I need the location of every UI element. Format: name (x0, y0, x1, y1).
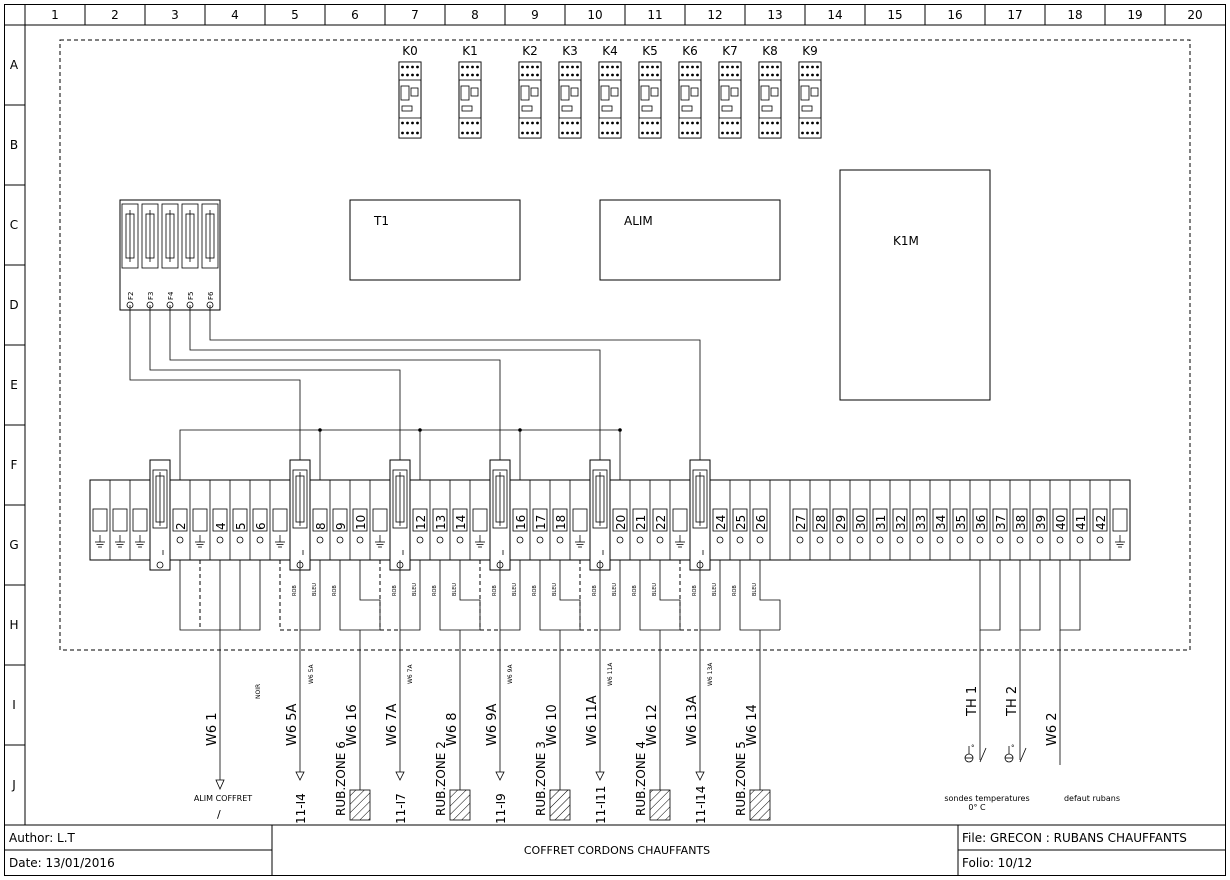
column-label: 2 (111, 8, 119, 22)
sondes-label: sondes temperatures (944, 794, 1030, 803)
terminal-number: 37 (994, 514, 1008, 530)
ref-11-i9: 11-I9 (494, 793, 508, 824)
wire-color-label: ROB (392, 585, 398, 596)
terminal-number: 2 (174, 522, 188, 530)
relay-label: K5 (642, 44, 658, 58)
cable-w6-13a-small: W6 13A (707, 662, 714, 686)
row-label: B (9, 138, 19, 152)
column-label: 7 (411, 8, 419, 22)
zone-label-2: RUB.ZONE 2 (434, 741, 448, 816)
wire-color-label: ROB (592, 585, 598, 596)
svg-text:°: ° (1011, 744, 1015, 752)
drawing-title: COFFRET CORDONS CHAUFFANTS (523, 844, 711, 857)
cable-w6-14: W6 14 (745, 704, 760, 746)
fused-terminal (590, 460, 610, 570)
terminal-number: 25 (734, 514, 748, 530)
column-label: 12 (707, 8, 723, 22)
defaut-label: defaut rubans (1063, 794, 1121, 803)
terminal-number: 42 (1094, 514, 1108, 530)
column-label: 19 (1127, 8, 1143, 22)
wire-color-label: BLEU (652, 582, 658, 596)
relay-label: K4 (602, 44, 618, 58)
terminal-number: 17 (534, 514, 548, 530)
wire-color-label: BLEU (452, 582, 458, 596)
fused-terminal (290, 460, 310, 570)
relay-label: K3 (562, 44, 578, 58)
row-label: G (9, 538, 19, 552)
terminal-number: 12 (414, 514, 428, 530)
wire-color-label: ROB (532, 585, 538, 596)
thermostat-symbols (965, 744, 1026, 762)
column-label: 10 (587, 8, 603, 22)
fuse-label: F4 (167, 291, 175, 300)
relay-k5 (639, 44, 661, 138)
column-label: 8 (471, 8, 479, 22)
terminal-strip (90, 460, 1130, 570)
wire-color-label: ROB (492, 585, 498, 596)
wire-color-label: BLEU (712, 582, 718, 596)
row-label: I (12, 698, 16, 712)
fuse-wiring (130, 305, 700, 480)
terminal-number: 22 (654, 514, 668, 530)
column-label: 17 (1007, 8, 1023, 22)
folio-field: Folio: 10/12 (962, 856, 1033, 870)
zone-label-4: RUB.ZONE 4 (634, 741, 648, 816)
thermostat-th1-icon (965, 744, 986, 762)
relay-k6 (679, 44, 701, 138)
ref-11-i14: 11-I14 (694, 785, 708, 824)
ribbon-zone6-icon (350, 790, 370, 820)
cable-th2: TH 2 (1005, 685, 1020, 716)
title-block (5, 825, 1226, 876)
row-label: A (9, 58, 19, 72)
slash-label: / (217, 808, 221, 821)
terminal-number: 26 (754, 514, 768, 530)
relay-k0 (399, 44, 421, 138)
fuse-block (120, 200, 220, 310)
terminal-number: 36 (974, 514, 988, 530)
t1-label: T1 (374, 214, 389, 228)
cable-w6-5a-small: W6 5A (308, 664, 315, 684)
relay-label: K0 (402, 44, 418, 58)
terminal-number: 32 (894, 514, 908, 530)
cable-w6-7a: W6 7A (385, 703, 400, 746)
zone-label-6: RUB.ZONE 6 (334, 741, 348, 816)
terminal-number: 38 (1014, 514, 1028, 530)
ribbon-zone4-icon (650, 790, 670, 820)
column-ruler (51, 5, 1202, 26)
relay-label: K7 (722, 44, 738, 58)
column-label: 6 (351, 8, 359, 22)
column-label: 14 (827, 8, 843, 22)
cable-w6-1: W6 1 (205, 712, 220, 746)
zone-label-3: RUB.ZONE 3 (534, 741, 548, 816)
relay-label: K2 (522, 44, 538, 58)
terminal-number: 27 (794, 514, 808, 530)
wire-color-label: ROB (332, 585, 338, 596)
wire-color-label: BLEU (612, 582, 618, 596)
column-label: 1 (51, 8, 59, 22)
terminal-number: 35 (954, 514, 968, 530)
row-ruler (5, 58, 26, 792)
terminal-number: 8 (314, 522, 328, 530)
terminal-number: 20 (614, 514, 628, 530)
cable-w6-11a: W6 11A (585, 695, 600, 746)
author-field: Author: L.T (9, 831, 75, 845)
terminal-number: 31 (874, 514, 888, 530)
terminal-number: 29 (834, 514, 848, 530)
terminal-number: 30 (854, 514, 868, 530)
cable-th1: TH 1 (965, 685, 980, 716)
alim-label: ALIM (624, 214, 653, 228)
terminal-number: 34 (934, 514, 948, 530)
column-label: 11 (647, 8, 663, 22)
cable-noir: NOIR (255, 683, 262, 699)
alim-coffret-label: ALIM COFFRET (193, 794, 253, 803)
terminal-number: 33 (914, 514, 928, 530)
fused-terminal (690, 460, 710, 570)
transformer-t1 (350, 200, 520, 280)
column-label: 4 (231, 8, 239, 22)
wire-color-label: BLEU (552, 582, 558, 596)
relay-k1 (459, 44, 481, 138)
column-label: 13 (767, 8, 783, 22)
fuse-label: F3 (147, 291, 155, 300)
wire-color-label: ROB (432, 585, 438, 596)
row-label: D (9, 298, 19, 312)
relay-k8 (759, 44, 781, 138)
cable-w6-13a: W6 13A (685, 695, 700, 746)
cable-w6-12: W6 12 (645, 704, 660, 746)
column-label: 5 (291, 8, 299, 22)
svg-text:°: ° (971, 744, 975, 752)
cable-w6-11a-small: W6 11A (607, 662, 614, 686)
cable-w6-10: W6 10 (545, 704, 560, 746)
cable-w6-7a-small: W6 7A (407, 664, 414, 684)
terminal-number: 5 (234, 522, 248, 530)
terminal-number: 21 (634, 514, 648, 530)
cable-w6-9a-small: W6 9A (507, 664, 514, 684)
file-field: File: GRECON : RUBANS CHAUFFANTS (962, 831, 1187, 845)
terminal-number: 18 (554, 514, 568, 530)
wire-color-label: BLEU (412, 582, 418, 596)
relay-row (399, 44, 821, 138)
relay-label: K8 (762, 44, 778, 58)
ribbon-zone3-icon (550, 790, 570, 820)
wire-color-label: ROB (292, 585, 298, 596)
fuse-label: F2 (127, 291, 135, 300)
relay-k2 (519, 44, 541, 138)
row-label: E (10, 378, 18, 392)
column-label: 9 (531, 8, 539, 22)
row-label: C (9, 218, 19, 232)
power-supply-alim (600, 200, 780, 280)
relay-k7 (719, 44, 741, 138)
cable-w6-9a: W6 9A (485, 703, 500, 746)
terminal-number: 16 (514, 514, 528, 530)
ribbon-zone5-icon (750, 790, 770, 820)
row-label: H (9, 618, 19, 632)
fused-terminal (490, 460, 510, 570)
relay-k9 (799, 44, 821, 138)
relay-k4 (599, 44, 621, 138)
cable-labels (205, 662, 1060, 746)
ribbon-zone2-icon (450, 790, 470, 820)
wire-color-label: ROB (692, 585, 698, 596)
fused-terminal (150, 460, 170, 570)
terminal-number: 4 (214, 522, 228, 530)
cable-w6-8: W6 8 (445, 712, 460, 746)
cable-w6-5a: W6 5A (285, 703, 300, 746)
k1m-label: K1M (893, 234, 919, 248)
ref-11-i11: 11-I11 (594, 785, 608, 824)
wire-color-labels (292, 583, 758, 596)
column-label: 18 (1067, 8, 1083, 22)
wire-color-label: BLEU (512, 582, 518, 596)
fuse-label: F5 (187, 291, 195, 300)
terminal-number: 13 (434, 514, 448, 530)
cable-w6-16: W6 16 (345, 704, 360, 746)
zone-label-5: RUB.ZONE 5 (734, 741, 748, 816)
relay-label: K1 (462, 44, 478, 58)
wire-color-label: ROB (732, 585, 738, 596)
row-label: J (12, 778, 16, 792)
relay-label: K9 (802, 44, 818, 58)
terminal-number: 41 (1074, 514, 1088, 530)
ref-11-i7: 11-I7 (394, 793, 408, 824)
terminal-number: 10 (354, 514, 368, 530)
column-label: 16 (947, 8, 963, 22)
terminal-number: 39 (1034, 514, 1048, 530)
terminal-number: 9 (334, 522, 348, 530)
column-label: 3 (171, 8, 179, 22)
temp-label: 0° C (968, 803, 986, 812)
column-label: 20 (1187, 8, 1203, 22)
date-field: Date: 13/01/2016 (9, 856, 115, 870)
ref-11-i4: 11-I4 (294, 793, 308, 824)
row-label: F (10, 458, 18, 472)
cable-w6-2: W6 2 (1045, 712, 1060, 746)
fused-terminal (390, 460, 410, 570)
column-label: 15 (887, 8, 903, 22)
relay-k3 (559, 44, 581, 138)
wire-color-label: BLEU (752, 582, 758, 596)
fuse-label: F6 (207, 291, 215, 300)
wire-color-label: ROB (632, 585, 638, 596)
terminal-number: 6 (254, 522, 268, 530)
terminal-number: 14 (454, 514, 468, 530)
terminal-number: 24 (714, 514, 728, 530)
thermostat-th2-icon (1005, 744, 1026, 762)
terminal-number: 28 (814, 514, 828, 530)
contactor-k1m (840, 170, 990, 400)
wire-color-label: BLEU (312, 582, 318, 596)
relay-label: K6 (682, 44, 698, 58)
terminal-number: 40 (1054, 514, 1068, 530)
